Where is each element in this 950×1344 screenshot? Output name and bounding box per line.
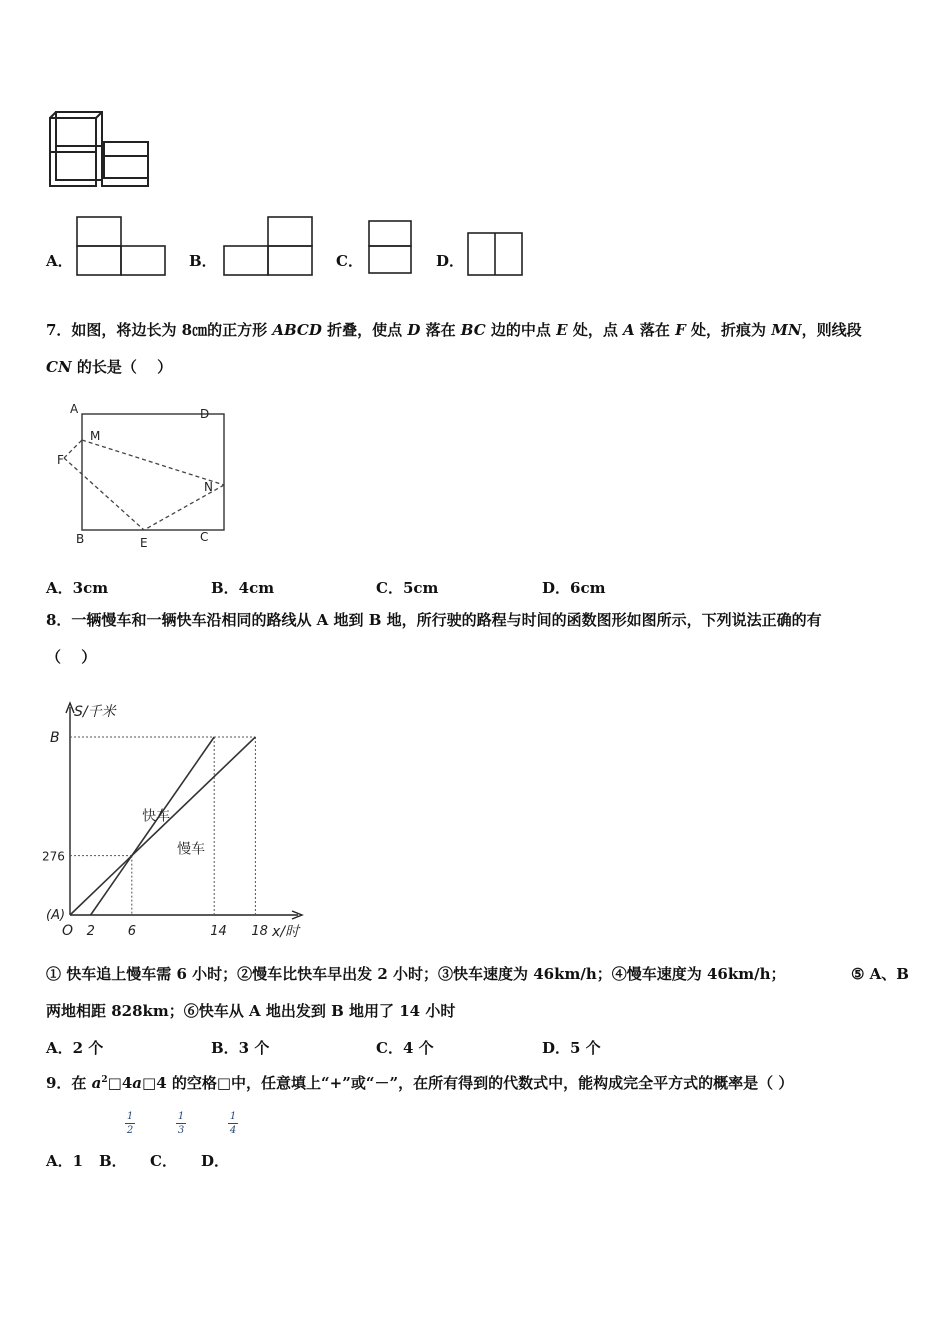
q6-option-d-label: D．	[436, 252, 465, 270]
x-axis-title: x/时	[272, 924, 300, 940]
q9-fraction-c: 1 3	[177, 1111, 185, 1136]
q6-option-c-figure	[367, 219, 415, 277]
q8-stem-line1: 8．一辆慢车和一辆快车沿相同的路线从 A 地到 B 地，所行驶的路程与时间的函数图形如图所示，下列说法正确的有	[46, 611, 822, 629]
label-a: A	[70, 402, 79, 416]
q9-fraction-b: 1 2	[126, 1111, 134, 1136]
q9-option-a: A．1	[46, 1152, 84, 1170]
q8-option-c: C．4 个	[376, 1039, 434, 1057]
x-tick-label-6: 6	[127, 924, 137, 939]
label-c: C	[200, 530, 209, 544]
y-axis-title: S/千米	[74, 704, 116, 720]
segment-fe	[64, 458, 144, 530]
q7-stem-line2: CN 的长是（ ）	[46, 358, 173, 376]
y-tick-label-B: B	[50, 730, 60, 746]
q8-stem-line2: （ ）	[46, 648, 97, 666]
x-tick-label-18: 18	[251, 924, 268, 939]
origin-label: O	[62, 923, 74, 939]
q9-fraction-d: 1 4	[229, 1111, 237, 1136]
y-tick-label-276: 276	[42, 849, 65, 864]
q9-stem: 9．在 $a^2□4a□4$ 的空格□中，任意填上“+”或“－”，在所有得到的代数式中，能构成完全平方式的概率是（ ）	[46, 1074, 794, 1092]
q7-option-c: C．5cm	[376, 579, 439, 597]
segment-fm	[64, 440, 82, 458]
q9-option-d: D．	[201, 1152, 230, 1170]
origin-y-label: (A)	[46, 908, 66, 923]
label-f: F	[57, 453, 64, 467]
label-b: B	[76, 532, 85, 546]
q7-folding-figure	[54, 400, 234, 556]
q9-option-b: B．	[99, 1152, 127, 1170]
q6-option-a-figure	[76, 216, 168, 278]
x-tick-label-14: 14	[210, 924, 227, 939]
q7-option-d: D．6cm	[542, 579, 606, 597]
label-e: E	[140, 536, 148, 550]
q7-option-a: A．3cm	[46, 579, 109, 597]
q6-option-d-figure	[466, 231, 526, 279]
series-label-slow-car: 慢车	[177, 841, 206, 858]
q8-option-a: A．2 个	[46, 1039, 104, 1057]
series-line-fast-car	[91, 737, 215, 915]
label-d: D	[200, 407, 210, 421]
q6-option-c-label: C．	[336, 252, 363, 270]
square-abcd	[82, 414, 224, 530]
fold-mn	[82, 440, 224, 485]
q8-option-d: D．5 个	[542, 1039, 601, 1057]
series-label-fast-car: 快车	[142, 808, 171, 825]
q6-option-b-label: B．	[189, 252, 217, 270]
q8-statements-line1-end: ⑤ A、B	[851, 965, 909, 983]
label-n: N	[204, 480, 213, 494]
label-m: M	[90, 429, 101, 443]
q6-option-a-label: A．	[46, 252, 73, 270]
x-tick-label-2: 2	[86, 924, 95, 939]
q9-option-c: C．	[150, 1152, 177, 1170]
q7-option-b: B．4cm	[211, 579, 275, 597]
q7-stem-line1: 7．如图，将边长为 8㎝的正方形 ABCD 折叠，使点 D 落在 BC 边的中点 E 处，点 A 落在 F 处，折痕为 MN，则线段	[46, 321, 862, 339]
q8-statements-line2: 两地相距 828km；⑥快车从 A 地出发到 B 地用了 14 小时	[46, 1002, 456, 1020]
q8-statements-line1: ① 快车追上慢车需 6 小时；②慢车比快车早出发 2 小时；③快车速度为 46km/h；④慢车速度为 46km/h；	[46, 965, 786, 983]
q8-option-b: B．3 个	[211, 1039, 270, 1057]
q8-distance-time-chart	[40, 695, 310, 950]
q6-solid-figure	[44, 108, 156, 190]
q6-option-b-figure	[222, 216, 316, 278]
series-line-slow-car	[70, 737, 255, 915]
